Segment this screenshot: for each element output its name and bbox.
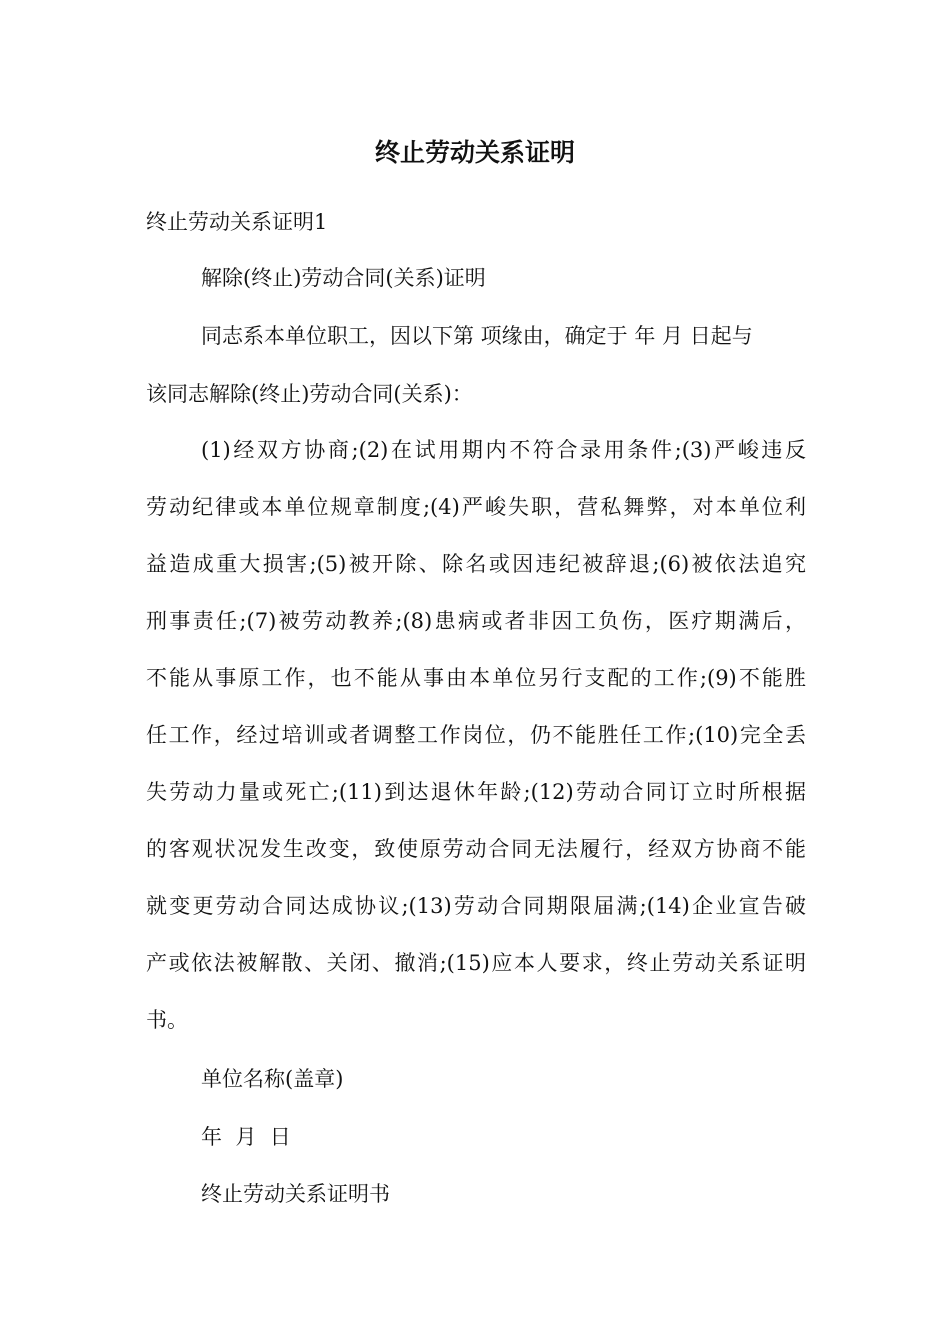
paragraph-2-line-9: 就变更劳动合同达成协议;(13)劳动合同期限届满;(14)企业宣告破 [146, 894, 806, 918]
paragraph-1-line-1: 同志系本单位职工，因以下第 项缘由，确定于 年 月 日起与 [201, 324, 753, 348]
document-title: 终止劳动关系证明 [374, 138, 575, 167]
paragraph-2-line-7: 失劳动力量或死亡;(11)到达退休年龄;(12)劳动合同订立时所根据 [146, 780, 806, 804]
section-heading: 终止劳动关系证明1 [146, 210, 328, 234]
paragraph-2-line-1: (1)经双方协商;(2)在试用期内不符合录用条件;(3)严峻违反 [201, 438, 806, 462]
signature-unit: 单位名称(盖章) [201, 1067, 344, 1091]
paragraph-2-line-5: 不能从事原工作，也不能从事由本单位另行支配的工作;(9)不能胜 [146, 666, 806, 690]
paragraph-2-line-3: 益造成重大损害;(5)被开除、除名或因违纪被辞退;(6)被依法追究 [146, 552, 806, 576]
paragraph-2-line-6: 任工作，经过培训或者调整工作岗位，仍不能胜任工作;(10)完全丢 [146, 723, 806, 747]
signature-date: 年 月 日 [201, 1125, 291, 1149]
paragraph-2-line-2: 劳动纪律或本单位规章制度;(4)严峻失职，营私舞弊，对本单位利 [146, 495, 806, 519]
footer-heading: 终止劳动关系证明书 [201, 1182, 390, 1206]
paragraph-2-line-8: 的客观状况发生改变，致使原劳动合同无法履行，经双方协商不能 [146, 837, 806, 861]
paragraph-2-line-4: 刑事责任;(7)被劳动教养;(8)患病或者非因工负伤，医疗期满后， [146, 609, 806, 633]
paragraph-2-line-11: 书。 [146, 1008, 188, 1032]
sub-heading: 解除(终止)劳动合同(关系)证明 [201, 266, 486, 290]
paragraph-1-line-2: 该同志解除(终止)劳动合同(关系)： [146, 382, 473, 406]
paragraph-2-line-10: 产或依法被解散、关闭、撤消;(15)应本人要求，终止劳动关系证明 [146, 951, 806, 975]
